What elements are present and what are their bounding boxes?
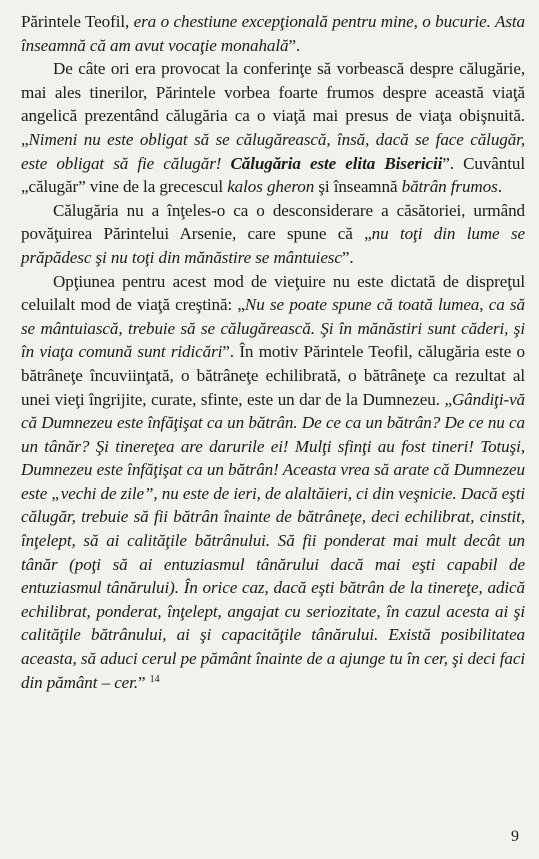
text-run: Călugăria nu a înţeles-o ca o desconsiderare a căsătoriei, urmând povăţuirea Părintelui Arsenie, care spune că „ xyxy=(21,200,525,244)
italic-quote: Nimeni nu este obligat să se călugărească, însă, dacă se face călugăr, este obligat să fie călugăr! xyxy=(21,129,525,173)
page-number: 9 xyxy=(511,828,519,845)
page-body-text xyxy=(21,10,525,694)
text-run: . xyxy=(497,177,502,197)
paragraph-2 xyxy=(21,57,525,199)
text-run: ”. În motiv Părintele Teofil, călugăria este o bătrâneţe încuviinţată, o bătrâneţe echilibrată, o bătrâneţe ca rezultat al unei vieţi îngrijite, curate, sfinte, este un dar de la Dumnezeu. „ xyxy=(21,342,525,409)
text-run: ”. Cuvântul „călugăr” vine de la grecescul xyxy=(21,153,525,197)
bold-italic-quote: Călugăria este elita Bisericii xyxy=(230,153,443,173)
paragraph-4 xyxy=(21,270,525,695)
italic-quote: Gândiţi-vă că Dumnezeu este înfăţişat ca un bătrân. De ce ca un bătrân? De ce nu ca un tânăr? Şi tinereţea are darurile ei! Mulţi sfinţi au fost tineri! Totuşi, Dumnezeu este înfăţişat ca un bătrân! Aceasta vrea să arate că Dumnezeu este „vechi de zile”, nu este de ieri, de alaltăieri, ci din veşnicie. Dacă eşti călugăr, trebuie să fii bătrân înainte de bătrâneţe, deci echilibrat, cinstit, înţelept, să ai calităţile bătrânului. Să fii ponderat mai mult decât un tânăr (poţi să ai entuziasmul tânărului dacă mai eşti capabil de entuziasmul tânărului). În orice caz, dacă eşti bătrân de la tinereţe, adică echilibrat, ponderat, înţelept, angajat cu seriozitate, în cazul acesta ai şi calităţile bătrânului, ai şi capacităţile tânărului. Există posibilitatea aceasta, să aduci cerul pe pământ înainte de a ajunge tu în cer, şi deci faci din pământ – cer. xyxy=(21,389,525,692)
text-run: ” xyxy=(138,672,150,692)
italic-quote: nu toţi din lume se prăpădesc şi nu toţi din mănăstire se mântuiesc xyxy=(21,224,525,267)
text-run: şi înseamnă xyxy=(314,177,402,197)
text-run: Opţiunea pentru acest mod de vieţuire nu este dictată de dispreţul celuilalt mod de viaţă creştină: „ xyxy=(21,271,525,315)
italic-quote: era o chestiune excepţională pentru mine, o bucurie. Asta înseamnă că am avut vocaţie monahală xyxy=(21,12,525,55)
italic-quote: Nu se poate spune că toată lumea, ca să se mântuiască, trebuie să se călugărească. Şi în mănăstiri sunt căderi, şi în viaţa comună sunt ridicări xyxy=(21,295,525,362)
paragraph-3 xyxy=(21,199,525,270)
paragraph-1 xyxy=(21,10,525,57)
text-run: ”. xyxy=(341,247,354,267)
footnote-reference: 14 xyxy=(149,673,160,685)
text-run: ”. xyxy=(288,35,301,55)
italic-term: kalos gheron xyxy=(227,177,315,197)
text-run: De câte ori era provocat la conferinţe să vorbească despre călugărie, mai ales tinerilor, Părintele vorbea foarte frumos despre această viaţă angelică prezentând călugăria ca o viaţă mai presus de viaţa obişnuită. „ xyxy=(21,59,525,149)
text-run: Părintele Teofil, xyxy=(21,12,134,31)
italic-term: bătrân frumos xyxy=(401,177,498,197)
